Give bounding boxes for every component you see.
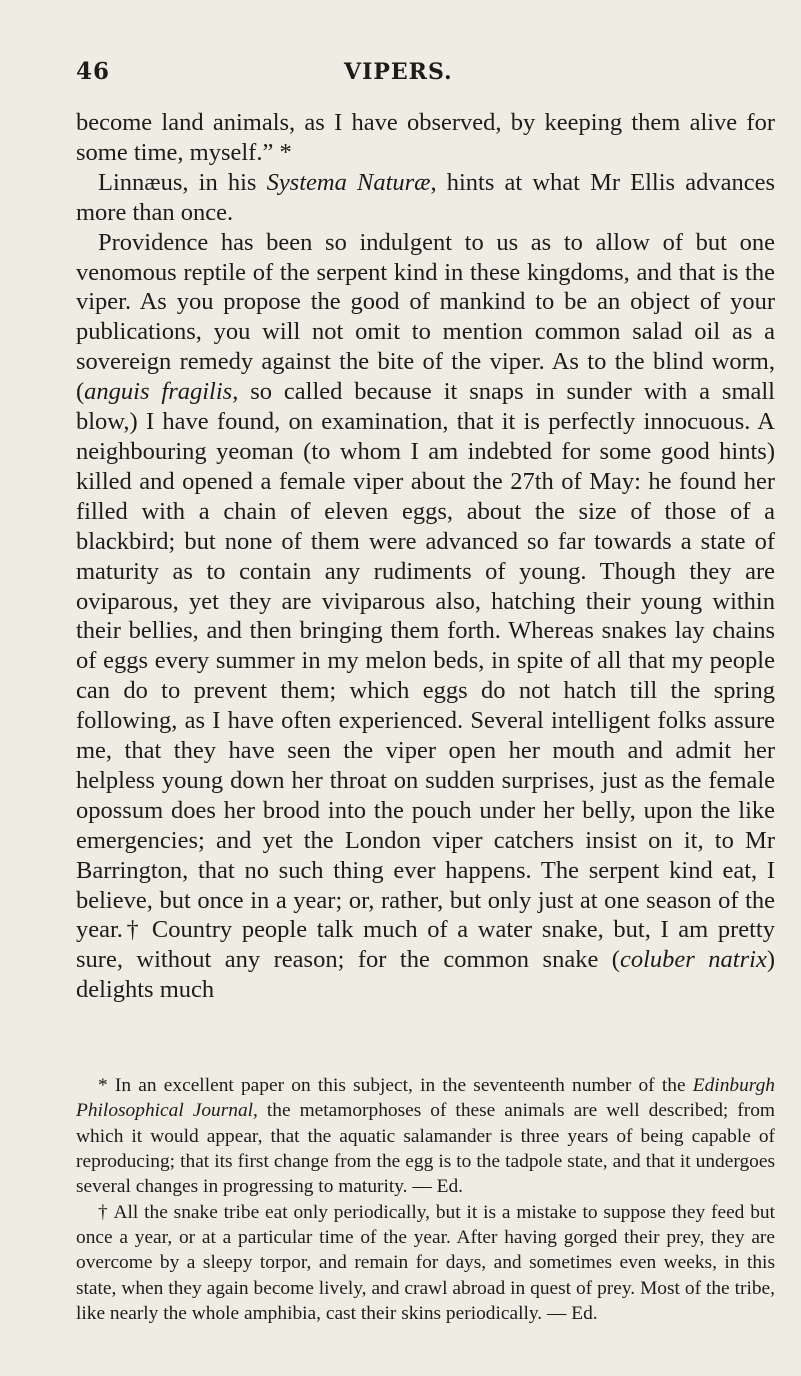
running-title: VIPERS. <box>344 59 453 85</box>
footnote-dagger: † All the snake tribe eat only periodically, but it is a mistake to suppose they feed but once a year, or at a particular time of the year. After having gorged their prey, they are overcome by a sleepy torpor, and remain for days, and sometimes even weeks, in this state, when they again become lively, and crawl abroad in quest of prey. Most of the tribe, like nearly the whole amphibia, cast their skins periodically. — Ed. <box>76 1201 775 1324</box>
footnote-asterisk: * In an excellent paper on this subject, in the seventeenth number of the Edinburgh Philosophical Journal, the metamorphoses of these animals are well described; from which it would appear, that the aquatic salamander is three years of being capable of reproducing; that its first change from the egg is to the tadpole state, and that it undergoes several changes in progressing to maturity. — Ed. <box>76 1075 776 1198</box>
footnotes <box>76 1073 775 1326</box>
italic-species-name: anguis fragilis <box>84 378 233 406</box>
paragraph-providence: Providence has been so indulgent to us as to allow of but one venomous reptile of the serpent kind in these kingdoms, and that is the viper. As you propose the good of mankind to be an object of your publications, you will not omit to mention common salad oil as a sovereign remedy against the bite of the viper. As to the blind worm, (anguis fragilis, so called because it snaps in sunder with a small blow,) I have found, on examination, that it is perfectly innocuous. A neighbouring yeoman (to whom I am indebted for some good hints) killed and opened a female viper about the 27th of May: he found her filled with a chain of eleven eggs, about the size of those of a blackbird; but none of them were advanced so far towards a state of maturity as to contain any rudiments of young. Though they are oviparous, yet they are viviparous also, hatching their young within their bellies, and then bringing them forth. Whereas snakes lay chains of eggs every summer in my melon beds, in spite of all that my people can do to prevent them; which eggs do not hatch till the spring following, as I have often experienced. Several intelligent folks assure me, that they have seen the viper open her mouth and admit her helpless young down her throat on sudden surprises, just as the female opossum does her brood into the pouch under her belly, upon the like emergencies; and yet the London viper catchers insist on it, to Mr Barrington, that no such thing ever happens. The serpent kind eat, I believe, but once in a year; or, rather, but only just at one season of the year.† Country people talk much of a water snake, but, I am pretty sure, without any reason; for the common snake (coluber natrix) delights much <box>76 228 775 1004</box>
paragraph-continued: become land animals, as I have observed, by keeping them alive for some time, myself.” * <box>76 109 775 166</box>
page-number: 46 <box>76 58 111 85</box>
paragraph-linnaeus: Linnæus, in his Systema Naturæ, hints at what Mr Ellis advances more than once. <box>76 168 775 226</box>
italic-journal-title: Edinburgh Philosophical Journal <box>76 1075 775 1122</box>
running-head <box>76 58 775 108</box>
italic-species-name: coluber natrix <box>619 946 767 974</box>
italic-title: Systema Naturæ <box>266 168 431 196</box>
main-text <box>76 108 775 1005</box>
